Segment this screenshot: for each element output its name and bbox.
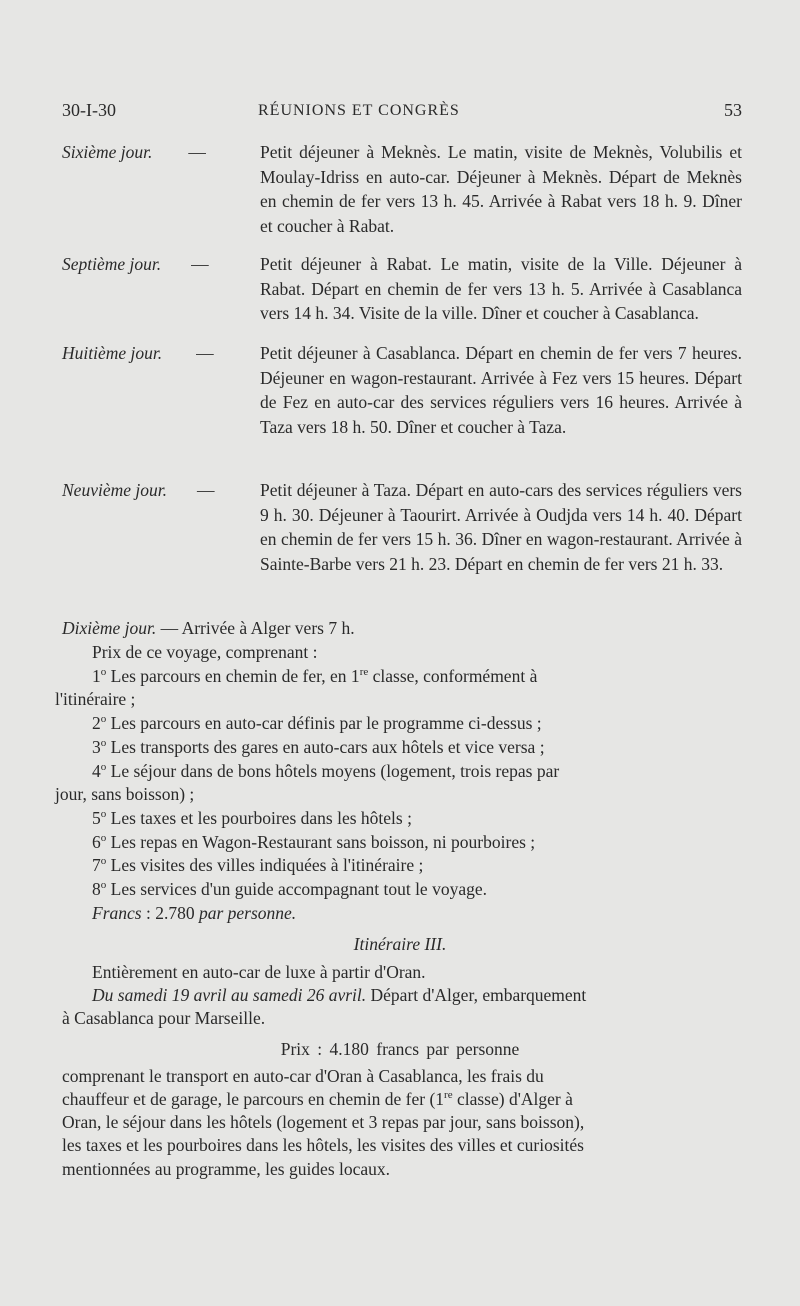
list-item: 3$^o$ Les transports des gares en auto-cars aux hôtels et vice versa ; <box>92 737 545 757</box>
day-ten: Dixième jour. — Arrivée à Alger vers 7 h. <box>62 618 355 638</box>
list-item: 4$^o$ Le séjour dans de bons hôtels moyens (logement, trois repas par <box>92 761 560 781</box>
day-text: Petit déjeuner à Rabat. Le matin, visite de la Ville. Déjeuner à Rabat. Départ en chemin de fer vers 13 h. 5. Arrivée à Casablanca vers 14 h. 34. Visite de la ville. Dîner et coucher à Casablanca. <box>260 254 742 324</box>
final-paragraph-line: mentionnées au programme, les guides locaux. <box>62 1159 391 1179</box>
list-item: 2$^o$ Les parcours en auto-car définis par le programme ci-dessus ; <box>92 713 542 733</box>
list-item: 1$^o$ Les parcours en chemin de fer, en 1re classe, conformément à <box>92 666 538 686</box>
running-header <box>62 100 742 126</box>
day-seven <box>62 252 742 326</box>
day-eight <box>62 341 742 439</box>
final-paragraph-line: comprenant le transport en auto-car d'Oran à Casablanca, les frais du <box>62 1066 544 1086</box>
price-line: Prix : 4.180 francs par personne <box>280 1039 520 1059</box>
day-label: Dixième jour. <box>62 618 157 638</box>
final-paragraph-line: chauffeur et de garage, le parcours en chemin de fer (1re classe) d'Alger à <box>62 1089 573 1109</box>
final-paragraph-line: les taxes et les pourboires dans les hôtels, les visites des villes et curiosités <box>62 1135 584 1155</box>
day-text: Petit déjeuner à Meknès. Le matin, visite de Meknès, Volubilis et Moulay-Idriss en auto-car. Déjeuner à Meknès. Départ de Meknès en chemin de fer vers 13 h. 45. Arrivée à Rabat vers 18 h. 9. Dîner et coucher à Rabat. <box>260 142 742 236</box>
list-item: 7$^o$ Les visites des villes indiquées à l'itinéraire ; <box>92 855 424 875</box>
page-number: 53 <box>724 100 742 120</box>
header-date: 30-I-30 <box>62 100 116 120</box>
price-intro: Prix de ce voyage, comprenant : <box>92 642 318 662</box>
day-text: Petit déjeuner à Taza. Départ en auto-cars des services réguliers vers 9 h. 30. Déjeuner à Taourirt. Arrivée à Oudjda vers 14 h. 40. Départ en chemin de fer vers 15 h. 36. Dîner en wagon-restaurant. Arrivée à Sainte-Barbe vers 21 h. 23. Départ en chemin de fer vers 21 h. 33. <box>260 480 742 574</box>
day-text: Petit déjeuner à Casablanca. Départ en chemin de fer vers 7 heures. Déjeuner en wagon-restaurant. Arrivée à Fez vers 15 heures. Départ de Fez en auto-car des services réguliers vers 16 heures. Arrivée à Taza vers 18 h. 50. Dîner et coucher à Taza. <box>260 343 742 437</box>
day-label: Neuvième jour. — <box>62 480 215 500</box>
header-title: RÉUNIONS ET CONGRÈS <box>258 102 460 119</box>
day-label: Sixième jour. — <box>62 142 206 162</box>
francs-total: Francs : 2.780 par personne. <box>92 903 297 923</box>
day-six <box>62 140 742 238</box>
list-item: 5$^o$ Les taxes et les pourboires dans les hôtels ; <box>92 808 412 828</box>
list-item: 8$^o$ Les services d'un guide accompagnant tout le voyage. <box>92 879 487 899</box>
list-item-continuation: jour, sans boisson) ; <box>55 784 195 804</box>
list-item: 6$^o$ Les repas en Wagon-Restaurant sans boisson, ni pourboires ; <box>92 832 536 852</box>
day-text: Arrivée à Alger vers 7 h. <box>181 618 355 638</box>
itinerary-line: Entièrement en auto-car de luxe à partir d'Oran. <box>92 962 426 982</box>
list-item-continuation: l'itinéraire ; <box>55 689 136 709</box>
final-paragraph-line: Oran, le séjour dans les hôtels (logement et 3 repas par jour, sans boisson), <box>62 1112 585 1132</box>
itinerary-line: à Casablanca pour Marseille. <box>62 1008 266 1028</box>
day-label: Huitième jour. — <box>62 343 214 363</box>
itinerary-dates: Du samedi 19 avril au samedi 26 avril. Départ d'Alger, embarquement <box>92 985 587 1005</box>
itinerary-title: Itinéraire III. <box>353 934 447 954</box>
day-nine <box>62 478 742 576</box>
day-label: Septième jour. — <box>62 254 209 274</box>
